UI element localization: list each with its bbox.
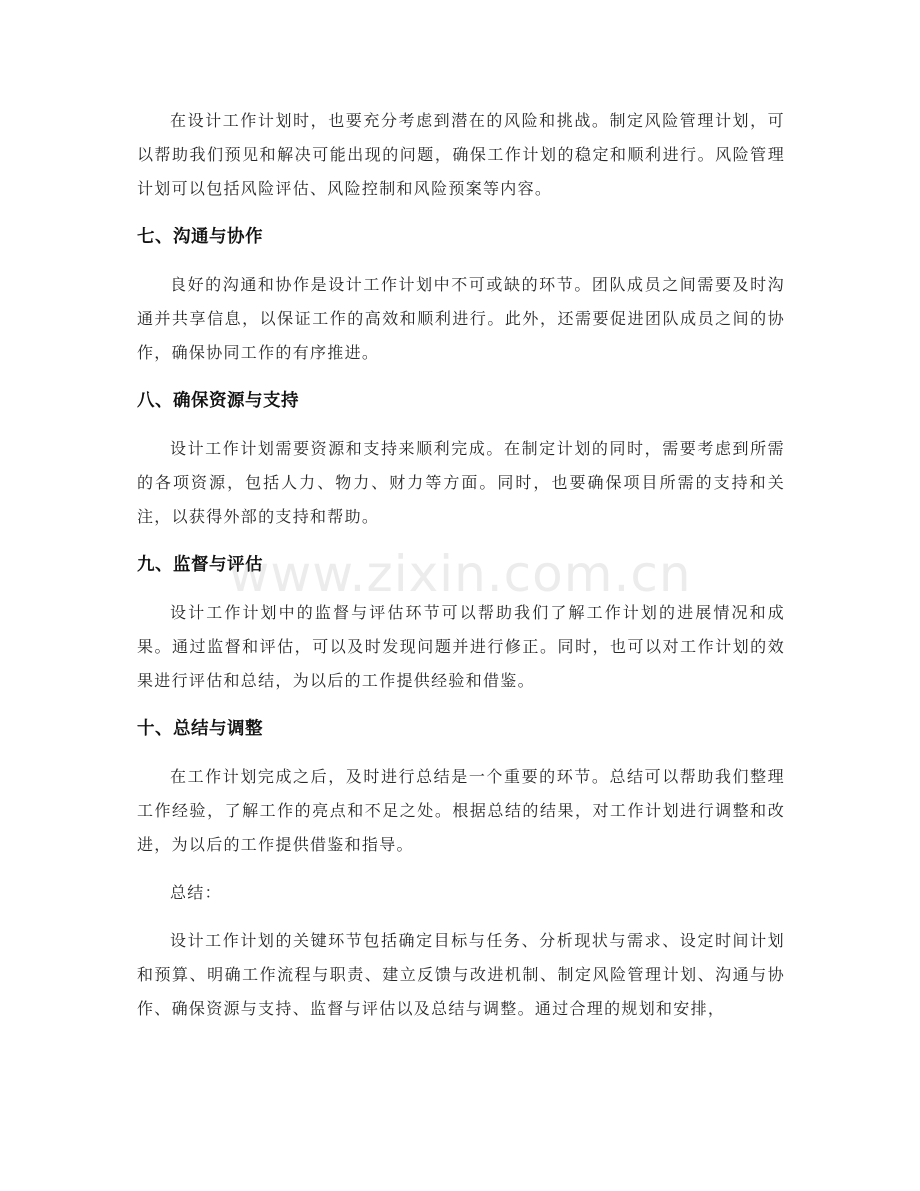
paragraph-summary-adjust: 在工作计划完成之后，及时进行总结是一个重要的环节。总结可以帮助我们整理工作经验，了解工作的亮点和不足之处。根据总结的结果，对工作计划进行调整和改进，为以后的工作提供借鉴和指导。 [137,767,785,854]
document-body [137,104,785,1026]
paragraph-communication: 良好的沟通和协作是设计工作计划中不可或缺的环节。团队成员之间需要及时沟通并共享信息，以保证工作的高效和顺利进行。此外，还需要促进团队成员之间的协作，确保协同工作的有序推进。 [137,275,785,362]
paragraph-supervision: 设计工作计划中的监督与评估环节可以帮助我们了解工作计划的进展情况和成果。通过监督和评估，可以及时发现问题并进行修正。同时，也可以对工作计划的效果进行评估和总结，为以后的工作提供经验和借鉴。 [137,603,785,690]
watermark-text: www.zixin.com.cn [228,545,692,603]
paragraph-risk-management: 在设计工作计划时，也要充分考虑到潜在的风险和挑战。制定风险管理计划，可以帮助我们预见和解决可能出现的问题，确保工作计划的稳定和顺利进行。风险管理计划可以包括风险评估、风险控制和风险预案等内容。 [137,111,785,198]
paragraph-conclusion: 设计工作计划的关键环节包括确定目标与任务、分析现状与需求、设定时间计划和预算、明确工作流程与职责、建立反馈与改进机制、制定风险管理计划、沟通与协作、确保资源与支持、监督与评估以及总结与调整。通过合理的规划和安排， [137,931,785,1018]
heading-communication: 七、沟通与协作 [137,227,263,247]
paragraph-resources: 设计工作计划需要资源和支持来顺利完成。在制定计划的同时，需要考虑到所需的各项资源，包括人力、物力、财力等方面。同时，也要确保项目所需的支持和关注，以获得外部的支持和帮助。 [137,439,785,526]
paragraph-summary-label: 总结： [170,883,222,902]
heading-resources: 八、确保资源与支持 [137,391,299,411]
heading-summary-adjust: 十、总结与调整 [137,719,263,739]
heading-supervision: 九、监督与评估 [137,555,263,575]
